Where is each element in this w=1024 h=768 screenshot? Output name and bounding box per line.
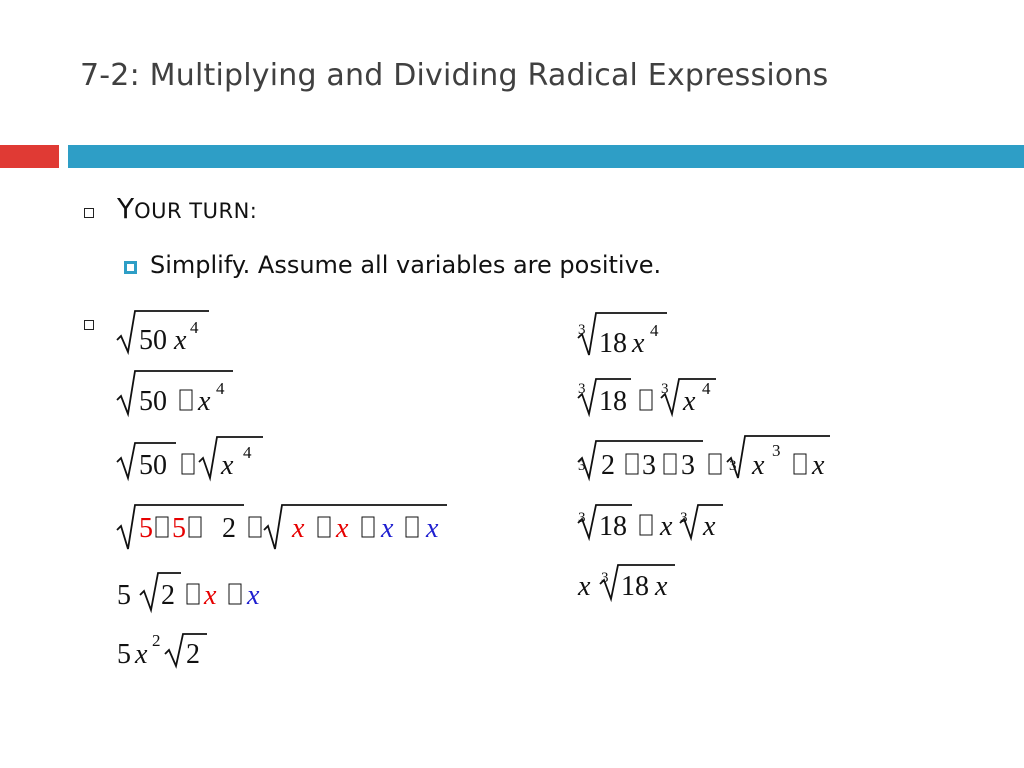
number: 5 [117,639,131,670]
heading-initial: Y [117,192,135,225]
variable: x [655,571,668,602]
number: 5 [117,580,131,611]
instruction-text: Simplify. Assume all variables are positive. [150,251,662,279]
radical-index: 3 [578,458,586,474]
variable: x [683,386,696,417]
exponent: 3 [772,441,781,460]
radical-index: 3 [578,510,586,526]
variable: x [660,511,673,542]
variable-red: x [204,580,217,611]
number: 3 [681,450,695,481]
variable-red: x [292,513,305,544]
number: 50 [139,386,167,417]
heading-smallcaps: OUR TURN: [134,199,258,223]
number: 2 [222,513,236,544]
variable: x [812,450,825,481]
variable: x [632,328,645,359]
radical-index: 3 [601,570,609,586]
number: 18 [599,511,627,542]
exponent: 4 [702,379,711,398]
radical-index: 3 [729,458,737,474]
variable-blue: x [426,513,439,544]
variable: x [198,386,211,417]
number: 3 [642,450,656,481]
slide-title: 7-2: Multiplying and Dividing Radical Expressions [80,58,829,93]
number: 18 [599,386,627,417]
number: 18 [599,328,627,359]
number: 18 [621,571,649,602]
exponent: 4 [216,379,225,398]
variable: x [752,450,765,481]
variable-blue: x [247,580,260,611]
number: 50 [139,450,167,481]
radical-index: 3 [578,322,586,338]
exponent: 2 [152,631,161,650]
radical-index: 3 [578,381,586,397]
number-red: 5 [139,513,153,544]
variable: x [703,511,716,542]
radical-index: 3 [661,381,669,397]
exponent: 4 [190,318,199,337]
variable: x [174,325,187,356]
number: 50 [139,325,167,356]
exponent: 4 [650,321,659,340]
radical-index: 3 [680,510,688,526]
variable: x [578,571,591,602]
exponent: 4 [243,443,252,462]
number: 2 [601,450,615,481]
variable: x [135,639,148,670]
variable-red: x [336,513,349,544]
number: 2 [161,580,175,611]
number: 2 [186,639,200,670]
variable: x [221,450,234,481]
variable-blue: x [381,513,394,544]
number-red: 5 [172,513,186,544]
